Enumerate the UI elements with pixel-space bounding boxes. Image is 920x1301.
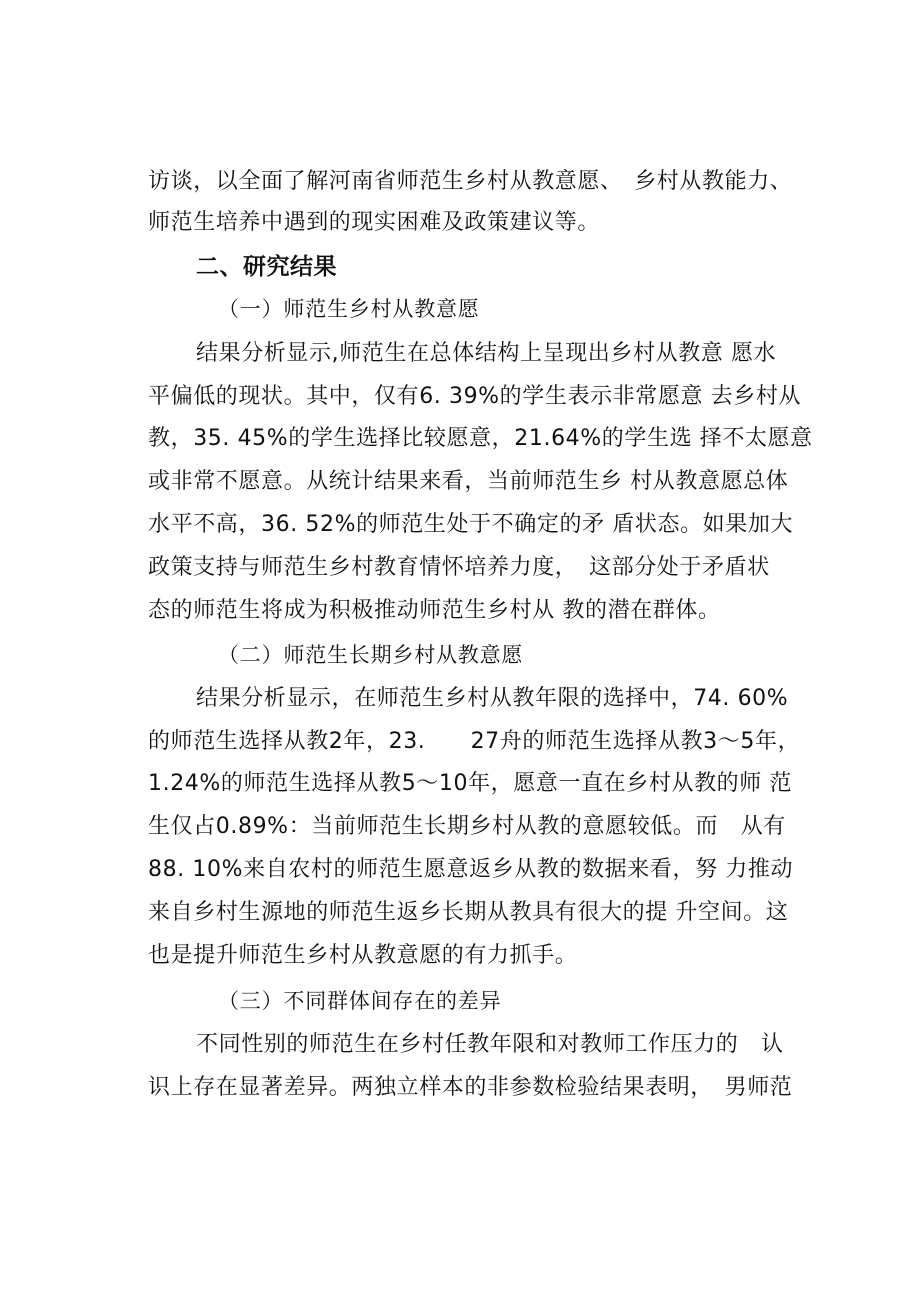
subsection-heading: （一）师范生乡村从教意愿 xyxy=(218,297,480,321)
paragraph-line: 师范生培养中遇到的现实困难及政策建议等。 xyxy=(148,210,601,235)
paragraph-line: 生仅占0.89%：当前师范生长期乡村从教的意愿较低。而 从有 xyxy=(148,814,786,839)
paragraph-line: 88. 10%来自农村的师范生愿意返乡从教的数据来看，努 力推动 xyxy=(148,857,794,882)
subsection-heading: （二）师范生长期乡村从教意愿 xyxy=(218,643,524,667)
paragraph-line: 水平不高，36. 52%的师范生处于不确定的矛 盾状态。如果加大 xyxy=(148,512,794,537)
paragraph-line: 也是提升师范生乡村从教意愿的有力抓手。 xyxy=(148,943,578,968)
paragraph-line: 来自乡村生源地的师范生返乡长期从教具有很大的提 升空间。这 xyxy=(148,900,789,925)
paragraph-line: 识上存在显著差异。两独立样本的非参数检验结果表明， 男师范 xyxy=(148,1075,793,1100)
paragraph-line: 结果分析显示,师范生在总体结构上呈现出乡村从教意 愿水 xyxy=(196,341,777,366)
paragraph-line: 结果分析显示，在师范生乡村从教年限的选择中，74. 60% xyxy=(196,686,789,711)
paragraph-line: 态的师范生将成为积极推动师范生乡村从 教的潜在群体。 xyxy=(148,598,721,623)
section-heading: 二、研究结果 xyxy=(196,254,337,280)
paragraph-line: 或非常不愿意。从统计结果来看，当前师范生乡 村从教意愿总体 xyxy=(148,469,789,494)
paragraph-line: 教，35. 45%的学生选择比较愿意，21.64%的学生选 择不太愿意 xyxy=(148,426,813,451)
paragraph-line: 不同性别的师范生在乡村任教年限和对教师工作压力的 认 xyxy=(196,1032,784,1057)
paragraph-line: 访谈，以全面了解河南省师范生乡村从教意愿、 乡村从教能力、 xyxy=(148,169,793,194)
paragraph-line: 平偏低的现状。其中，仅有6. 39%的学生表示非常愿意 去乡村从 xyxy=(148,384,802,409)
paragraph-line: 1.24%的师范生选择从教5～10年，愿意一直在乡村从教的师 范 xyxy=(148,771,793,796)
paragraph-line: 的师范生选择从教2年，23. 27舟的师范生选择从教3～5年， xyxy=(148,729,801,754)
paragraph-line: 政策支持与师范生乡村教育情怀培养力度， 这部分处于矛盾状 xyxy=(148,555,770,580)
subsection-heading: （三）不同群体间存在的差异 xyxy=(218,989,502,1013)
